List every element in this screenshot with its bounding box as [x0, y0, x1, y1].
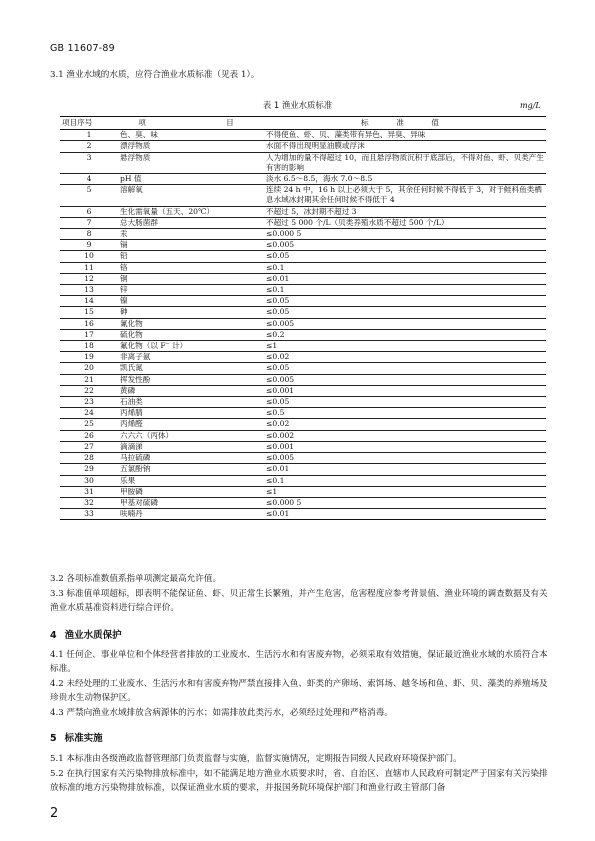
cell-standard-value: ≤0.005	[264, 453, 546, 464]
table-header-row	[60, 117, 546, 130]
cell-item-number: 7	[60, 217, 118, 228]
cell-standard-value: ≤0.1	[264, 262, 546, 273]
table-row	[60, 475, 546, 486]
cell-item-name: 硫化物	[118, 329, 264, 340]
table-row	[60, 341, 546, 352]
cell-standard-value: ≤0.05	[264, 363, 546, 374]
cell-standard-value: 不超过 5，冰封期不超过 3	[264, 206, 546, 217]
cell-standard-value: ≤0.000 5	[264, 229, 546, 240]
table-row	[60, 374, 546, 385]
cell-standard-value: ≤0.005	[264, 374, 546, 385]
cell-item-name: 丙烯醛	[118, 419, 264, 430]
cell-standard-value: ≤0.005	[264, 240, 546, 251]
cell-item-number: 19	[60, 352, 118, 363]
page-number: 2	[50, 806, 59, 821]
clause-3-1: 3.1 渔业水域的水质，应符合渔业水质标准（见表 1）。	[50, 70, 260, 80]
table-row	[60, 486, 546, 497]
table-row	[60, 174, 546, 185]
cell-item-number: 16	[60, 318, 118, 329]
cell-standard-value: ≤0.001	[264, 385, 546, 396]
cell-item-number: 8	[60, 229, 118, 240]
cell-item-name: 甲胺磷	[118, 486, 264, 497]
table-row	[60, 229, 546, 240]
table-row	[60, 240, 546, 251]
cell-item-name: 滴滴涕	[118, 441, 264, 452]
cell-item-name: 铜	[118, 273, 264, 284]
table-row	[60, 352, 546, 363]
cell-standard-value: ≤0.05	[264, 251, 546, 262]
cell-standard-value: ≤0.5	[264, 408, 546, 419]
cell-item-number: 17	[60, 329, 118, 340]
cell-standard-value: ≤0.000 5	[264, 497, 546, 508]
cell-item-number: 25	[60, 419, 118, 430]
cell-standard-value: ≤0.05	[264, 397, 546, 408]
table-row	[60, 397, 546, 408]
cell-item-number: 26	[60, 430, 118, 441]
cell-item-number: 2	[60, 141, 118, 152]
cell-standard-value: ≤0.01	[264, 464, 546, 475]
cell-standard-value: ≤0.05	[264, 296, 546, 307]
cell-standard-value: ≤1	[264, 341, 546, 352]
cell-standard-value: ≤0.02	[264, 419, 546, 430]
cell-item-name: 砷	[118, 307, 264, 318]
cell-standard-value: 水面不得出现明显油膜或浮沫	[264, 141, 546, 152]
cell-item-number: 33	[60, 509, 118, 520]
table-row	[60, 307, 546, 318]
cell-item-name: 石油类	[118, 397, 264, 408]
cell-standard-value: ≤1	[264, 486, 546, 497]
cell-item-number: 3	[60, 152, 118, 173]
cell-standard-value: ≤0.01	[264, 509, 546, 520]
cell-item-name: 镍	[118, 296, 264, 307]
table-row	[60, 251, 546, 262]
cell-item-name: pH 值	[118, 174, 264, 185]
table-row	[60, 329, 546, 340]
cell-item-number: 32	[60, 497, 118, 508]
section-5-heading	[50, 730, 103, 744]
clause-4-1: 4.1 任何企、事业单位和个体经营者排放的工业废水、生活污水和有害废弃物，必须采取有效措施，保证最近渔业水域的水质符合本标准。	[50, 650, 548, 674]
table-row	[60, 296, 546, 307]
table-row	[60, 206, 546, 217]
table-row	[60, 285, 546, 296]
water-quality-table	[60, 116, 546, 520]
table-row	[60, 385, 546, 396]
table-row	[60, 363, 546, 374]
clause-4-3: 4.3 严禁向渔业水域排放含病源体的污水；如需排放此类污水，必须经过处理和严格消毒。	[50, 708, 393, 718]
cell-item-number: 1	[60, 130, 118, 141]
table-body	[60, 130, 546, 520]
cell-standard-value: ≤0.1	[264, 285, 546, 296]
table-row	[60, 430, 546, 441]
cell-item-name: 五氯酚钠	[118, 464, 264, 475]
cell-item-number: 9	[60, 240, 118, 251]
table-row	[60, 262, 546, 273]
cell-item-number: 24	[60, 408, 118, 419]
table-row	[60, 130, 546, 141]
cell-item-name: 氟化物（以 F⁻ 计）	[118, 341, 264, 352]
cell-standard-value: 人为增加的量不得超过 10，而且悬浮物质沉积于底部后，不得对鱼、虾、贝类产生有害的影响	[264, 152, 546, 173]
cell-item-name: 悬浮物质	[118, 152, 264, 173]
table-row	[60, 497, 546, 508]
cell-item-name: 凯氏氮	[118, 363, 264, 374]
cell-item-number: 14	[60, 296, 118, 307]
clause-5-1: 5.1 本标准由各级渔政监督管理部门负责监督与实施，监督实施情况，定期报告同级人民政府环境保护部门。	[50, 754, 462, 764]
table-row	[60, 441, 546, 452]
standard-code: GB 11607-89	[50, 43, 115, 54]
cell-standard-value: ≤0.02	[264, 352, 546, 363]
cell-standard-value: ≤0.1	[264, 475, 546, 486]
cell-item-name: 乐果	[118, 475, 264, 486]
cell-standard-value: 淡水 6.5～8.5，海水 7.0～8.5	[264, 174, 546, 185]
cell-standard-value: ≤0.2	[264, 329, 546, 340]
cell-item-number: 15	[60, 307, 118, 318]
table-unit: mg/L	[520, 101, 541, 110]
clause-3-2: 3.2 各项标准数值系指单项测定最高允许值。	[50, 574, 222, 584]
cell-item-number: 6	[60, 206, 118, 217]
cell-item-name: 锌	[118, 285, 264, 296]
table-row	[60, 185, 546, 206]
cell-standard-value: 不得使鱼、虾、贝、藻类带有异色、异臭、异味	[264, 130, 546, 141]
cell-item-name: 挥发性酚	[118, 374, 264, 385]
cell-item-number: 18	[60, 341, 118, 352]
cell-item-number: 11	[60, 262, 118, 273]
cell-standard-value: ≤0.001	[264, 441, 546, 452]
cell-item-number: 23	[60, 397, 118, 408]
clause-4-2: 4.2 未经处理的工业废水、生活污水和有害废弃物严禁直接排入鱼、虾类的产卵场、索饵场、越冬场和鱼、虾、贝、藻类的养殖场及珍贵水生动物保护区。	[50, 679, 548, 703]
cell-item-name: 镉	[118, 240, 264, 251]
cell-item-name: 生化需氧量（五天、20℃）	[118, 206, 264, 217]
table-row	[60, 464, 546, 475]
cell-item-name: 呋喃丹	[118, 509, 264, 520]
cell-item-name: 黄磷	[118, 385, 264, 396]
cell-item-number: 12	[60, 273, 118, 284]
table-row	[60, 141, 546, 152]
header-standard-value: 标 准 值	[264, 117, 546, 130]
cell-item-number: 20	[60, 363, 118, 374]
cell-standard-value: ≤0.05	[264, 307, 546, 318]
cell-item-name: 漂浮物质	[118, 141, 264, 152]
table-caption: 表 1 渔业水质标准	[262, 100, 333, 110]
section-number: 5	[50, 733, 57, 744]
table-row	[60, 509, 546, 520]
section-number: 4	[50, 630, 57, 641]
section-title: 标准实施	[64, 733, 103, 744]
cell-item-number: 21	[60, 374, 118, 385]
cell-item-number: 13	[60, 285, 118, 296]
cell-item-number: 29	[60, 464, 118, 475]
cell-item-name: 氰化物	[118, 318, 264, 329]
cell-item-number: 4	[60, 174, 118, 185]
table-row	[60, 318, 546, 329]
cell-item-number: 31	[60, 486, 118, 497]
cell-item-name: 总大肠菌群	[118, 217, 264, 228]
section-title: 渔业水质保护	[64, 630, 122, 641]
cell-item-name: 铅	[118, 251, 264, 262]
cell-item-number: 10	[60, 251, 118, 262]
cell-standard-value: ≤0.01	[264, 273, 546, 284]
cell-standard-value: ≤0.002	[264, 430, 546, 441]
cell-item-name: 铬	[118, 262, 264, 273]
table-row	[60, 273, 546, 284]
cell-item-name: 马拉硫磷	[118, 453, 264, 464]
table-row	[60, 408, 546, 419]
cell-item-number: 5	[60, 185, 118, 206]
cell-item-name: 丙烯腈	[118, 408, 264, 419]
cell-item-number: 30	[60, 475, 118, 486]
cell-item-name: 汞	[118, 229, 264, 240]
table-row	[60, 217, 546, 228]
cell-item-name: 溶解氧	[118, 185, 264, 206]
table-row	[60, 453, 546, 464]
section-4-heading	[50, 627, 122, 641]
cell-standard-value: 连续 24 h 中，16 h 以上必须大于 5，其余任何时候不得低于 3，对于鲑科鱼类栖息水域冰封期其余任何时候不得低于 4	[264, 185, 546, 206]
cell-item-name: 色、臭、味	[118, 130, 264, 141]
clause-3-3: 3.3 标准值单项超标，即表明不能保证鱼、虾、贝正常生长繁殖，并产生危害，危害程度应参考背景值、渔业环境的调查数据及有关渔业水质基准资料进行综合评价。	[50, 589, 548, 613]
cell-item-number: 27	[60, 441, 118, 452]
clause-5-2: 5.2 在执行国家有关污染物排放标准中，如不能满足地方渔业水质要求时，省、自治区、直辖市人民政府可制定严于国家有关污染排放标准的地方污染物排放标准，以保证渔业水质的要求，并报国务院环境保护部门和渔业行政主管部门备	[50, 769, 548, 793]
table-row	[60, 419, 546, 430]
cell-item-name: 甲基对硫磷	[118, 497, 264, 508]
cell-item-name: 非离子氨	[118, 352, 264, 363]
header-item-number: 项目序号	[60, 117, 118, 130]
header-item: 项 目	[118, 117, 264, 130]
cell-item-number: 28	[60, 453, 118, 464]
cell-item-number: 22	[60, 385, 118, 396]
cell-standard-value: 不超过 5 000 个/L（贝类养殖水质不超过 500 个/L）	[264, 217, 546, 228]
cell-item-name: 六六六（丙体）	[118, 430, 264, 441]
table-row	[60, 152, 546, 173]
cell-standard-value: ≤0.005	[264, 318, 546, 329]
